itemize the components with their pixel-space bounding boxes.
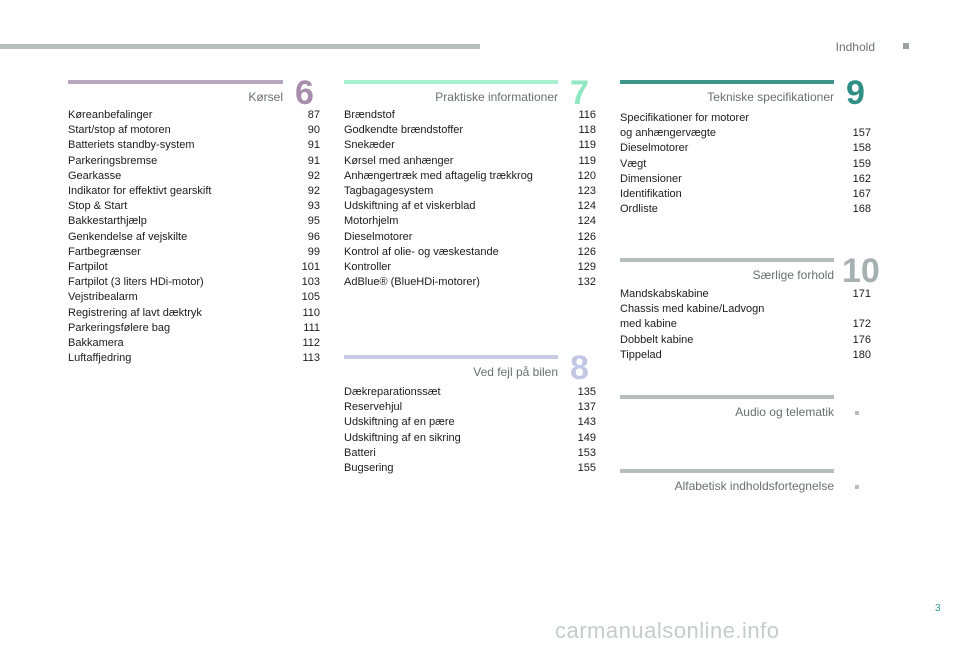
toc-entry-page: 126 (577, 245, 596, 258)
header-title: Indhold (835, 40, 875, 54)
toc-entry-label: Kontroller (344, 261, 392, 274)
section-alfabetisk (620, 469, 834, 499)
toc-list-praktiske (344, 108, 596, 290)
toc-entry[interactable] (620, 157, 871, 172)
toc-entry-label: Ordliste (620, 203, 658, 216)
toc-entry-page: 129 (577, 261, 596, 274)
toc-entry[interactable] (344, 415, 596, 430)
toc-entry-page: 96 (307, 230, 320, 243)
toc-entry-page: 171 (852, 288, 871, 300)
toc-entry-page: 153 (577, 446, 596, 459)
toc-entry[interactable] (68, 123, 320, 138)
section-audio-marker (855, 411, 859, 415)
toc-entry-page: 123 (577, 185, 596, 198)
toc-entry-label: Motorhjelm (344, 215, 399, 228)
toc-entry[interactable] (68, 108, 320, 123)
section-saerlige-title: Særlige forhold (752, 268, 834, 282)
toc-entry-label: Anhængertræk med aftagelig trækkrog (344, 169, 533, 182)
toc-entry-label: Dieselmotorer (344, 230, 413, 243)
toc-entry-page: 110 (302, 306, 320, 319)
toc-entry-page: 91 (307, 139, 320, 152)
top-bar (0, 44, 480, 49)
section-korsel (68, 80, 283, 110)
toc-entry-page: 92 (307, 185, 320, 198)
toc-entry-label: Brændstof (344, 109, 395, 121)
toc-entry-label: Registrering af lavt dæktryk (68, 306, 202, 319)
section-praktiske-bar (344, 80, 558, 84)
section-alfabetisk-marker (855, 485, 859, 489)
section-vedfejl (344, 355, 558, 385)
toc-entry[interactable] (68, 169, 320, 184)
section-audio-bar (620, 395, 834, 399)
toc-entry-page: 119 (578, 154, 596, 167)
toc-entry[interactable] (68, 230, 320, 245)
toc-entry-label: Udskiftning af en sikring (344, 431, 461, 444)
toc-entry-label: Bakkamera (68, 337, 124, 350)
toc-entry-page: 118 (578, 124, 596, 137)
toc-entry-label: AdBlue® (BlueHDi-motorer) (344, 276, 480, 289)
toc-entry[interactable] (344, 245, 596, 260)
toc-entry-label: Bugsering (344, 462, 394, 475)
toc-entry[interactable] (344, 169, 596, 184)
toc-entry-label: Kørsel med anhænger (344, 154, 454, 167)
toc-entry-label: Reservehjul (344, 401, 403, 414)
toc-entry-page: 112 (302, 337, 320, 350)
section-teknisk-number: 9 (846, 74, 865, 112)
watermark: carmanualsonline.info (555, 618, 780, 643)
toc-entry[interactable] (344, 431, 596, 446)
section-saerlige (620, 258, 834, 288)
toc-entry-page: 155 (577, 462, 596, 475)
toc-entry-page: 99 (307, 245, 320, 258)
toc-entry[interactable] (68, 306, 320, 321)
section-audio (620, 395, 834, 425)
toc-list-vedfejl (344, 385, 596, 476)
toc-list-saerlige (620, 287, 871, 363)
toc-entry-label: Batteriets standby-system (68, 139, 195, 152)
toc-entry-label: Genkendelse af vejskilte (68, 230, 188, 243)
toc-entry[interactable] (620, 202, 871, 217)
toc-entry-page: 124 (577, 200, 596, 213)
toc-entry-label: Dimensioner (620, 172, 682, 185)
toc-entry[interactable] (68, 290, 320, 305)
header-marker (903, 43, 909, 49)
toc-entry-label: Tagbagagesystem (344, 185, 434, 198)
toc-entry[interactable] (68, 214, 320, 229)
toc-entry-page: 116 (578, 109, 596, 121)
toc-entry[interactable] (68, 138, 320, 153)
section-saerlige-bar (620, 258, 834, 262)
toc-entry-label: Luftaffjedring (68, 352, 132, 365)
section-vedfejl-title: Ved fejl på bilen (473, 365, 558, 379)
toc-entry[interactable] (344, 275, 596, 290)
toc-entry[interactable] (68, 336, 320, 351)
toc-entry[interactable] (344, 138, 596, 153)
toc-entry[interactable] (620, 302, 871, 332)
toc-entry-label: Identifikation (620, 188, 682, 201)
toc-entry-label: Fartbegrænser (68, 245, 141, 258)
toc-entry[interactable] (68, 260, 320, 275)
toc-entry[interactable] (344, 400, 596, 415)
toc-entry-page: 93 (307, 200, 320, 213)
toc-entry-page: 162 (852, 172, 871, 185)
toc-entry-label: Stop & Start (68, 200, 128, 213)
toc-entry[interactable] (344, 154, 596, 169)
toc-entry-page: 105 (301, 291, 320, 304)
toc-entry[interactable] (344, 230, 596, 245)
toc-entry[interactable] (620, 111, 871, 141)
toc-entry-label: Specifikationer for motorer og anhængervægte (620, 112, 749, 140)
section-audio-title: Audio og telematik (735, 405, 834, 419)
section-praktiske (344, 80, 558, 110)
toc-entry-label: Fartpilot (68, 261, 108, 274)
toc-entry[interactable] (344, 123, 596, 138)
section-vedfejl-number: 8 (570, 349, 589, 387)
section-vedfejl-bar (344, 355, 558, 359)
section-alfabetisk-title: Alfabetisk indholdsfortegnelse (674, 479, 834, 493)
toc-entry-label: Chassis med kabine/Ladvogn med kabine (620, 303, 765, 331)
toc-entry[interactable] (344, 385, 596, 400)
toc-entry-label: Fartpilot (3 liters HDi-motor) (68, 276, 204, 289)
toc-entry[interactable] (344, 108, 596, 123)
toc-entry-page: 172 (852, 318, 871, 331)
toc-entry-label: Batteri (344, 446, 376, 459)
toc-entry-label: Vægt (620, 157, 647, 170)
toc-entry-label: Parkeringsfølere bag (68, 321, 171, 334)
toc-entry-label: Dækreparationssæt (344, 386, 441, 398)
toc-entry[interactable] (344, 461, 596, 476)
section-alfabetisk-bar (620, 469, 834, 473)
toc-entry-page: 157 (852, 127, 871, 140)
toc-entry-label: Dobbelt kabine (620, 333, 694, 346)
toc-entry-page: 119 (578, 139, 596, 152)
toc-entry[interactable] (344, 446, 596, 461)
toc-entry-label: Vejstribealarm (68, 291, 138, 304)
toc-entry[interactable] (68, 321, 320, 336)
toc-entry-label: Snekæder (344, 139, 395, 152)
toc-entry-page: 92 (307, 169, 320, 182)
toc-entry-page: 90 (307, 124, 320, 137)
toc-entry[interactable] (68, 199, 320, 214)
toc-entry-page: 87 (307, 109, 320, 121)
toc-entry[interactable] (68, 184, 320, 199)
toc-entry-page: 132 (577, 276, 596, 289)
toc-entry-page: 158 (852, 142, 871, 155)
toc-entry[interactable] (344, 184, 596, 199)
toc-entry[interactable] (620, 141, 871, 156)
toc-entry-label: Start/stop af motoren (68, 124, 171, 137)
section-praktiske-title: Praktiske informationer (435, 90, 558, 104)
toc-entry[interactable] (620, 187, 871, 202)
toc-entry[interactable] (620, 348, 871, 363)
toc-entry[interactable] (344, 260, 596, 275)
toc-entry[interactable] (68, 275, 320, 290)
toc-entry-page: 101 (301, 261, 320, 274)
toc-entry-page: 137 (577, 401, 596, 414)
toc-entry-page: 176 (852, 333, 871, 346)
toc-entry-label: Gearkasse (68, 169, 122, 182)
toc-entry-label: Dieselmotorer (620, 142, 689, 155)
toc-entry-page: 103 (301, 276, 320, 289)
toc-entry-label: Indikator for effektivt gearskift (68, 185, 212, 198)
toc-entry-page: 126 (577, 230, 596, 243)
toc-entry-page: 168 (852, 203, 871, 216)
section-praktiske-number: 7 (570, 74, 589, 112)
toc-entry-page: 95 (307, 215, 320, 228)
toc-entry[interactable] (620, 172, 871, 187)
toc-entry[interactable] (620, 287, 871, 302)
toc-entry-page: 180 (852, 348, 871, 361)
section-korsel-title: Kørsel (248, 90, 283, 104)
toc-entry-label: Parkeringsbremse (68, 154, 158, 167)
toc-entry[interactable] (344, 214, 596, 229)
toc-entry-page: 113 (302, 352, 320, 365)
toc-entry-page: 167 (852, 188, 871, 201)
toc-entry-page: 135 (577, 386, 596, 398)
toc-entry[interactable] (344, 199, 596, 214)
toc-entry-label: Kontrol af olie- og væskestande (344, 245, 499, 258)
toc-list-korsel (68, 108, 320, 366)
toc-entry-page: 111 (303, 321, 320, 334)
toc-entry[interactable] (68, 245, 320, 260)
toc-entry[interactable] (68, 351, 320, 366)
toc-entry-label: Tippelad (620, 348, 662, 361)
toc-entry-label: Bakkestarthjælp (68, 215, 147, 228)
toc-entry-label: Køreanbefalinger (68, 109, 153, 121)
section-korsel-number: 6 (295, 74, 314, 112)
toc-entry[interactable] (68, 154, 320, 169)
toc-entry-page: 120 (577, 169, 596, 182)
toc-entry-page: 91 (307, 154, 320, 167)
toc-entry-page: 159 (852, 157, 871, 170)
toc-list-teknisk (620, 111, 871, 217)
section-teknisk-bar (620, 80, 834, 84)
toc-entry-label: Godkendte brændstoffer (344, 124, 464, 137)
toc-entry[interactable] (620, 333, 871, 348)
page-number: 3 (935, 603, 941, 614)
section-teknisk-title: Tekniske specifikationer (707, 90, 834, 104)
toc-entry-label: Udskiftning af en pære (344, 416, 455, 429)
section-saerlige-number: 10 (842, 252, 880, 290)
section-korsel-bar (68, 80, 283, 84)
toc-entry-label: Mandskabskabine (620, 288, 709, 300)
toc-entry-page: 149 (577, 431, 596, 444)
toc-entry-page: 124 (577, 215, 596, 228)
toc-entry-label: Udskiftning af et viskerblad (344, 200, 476, 213)
toc-entry-page: 143 (577, 416, 596, 429)
section-teknisk (620, 80, 834, 110)
